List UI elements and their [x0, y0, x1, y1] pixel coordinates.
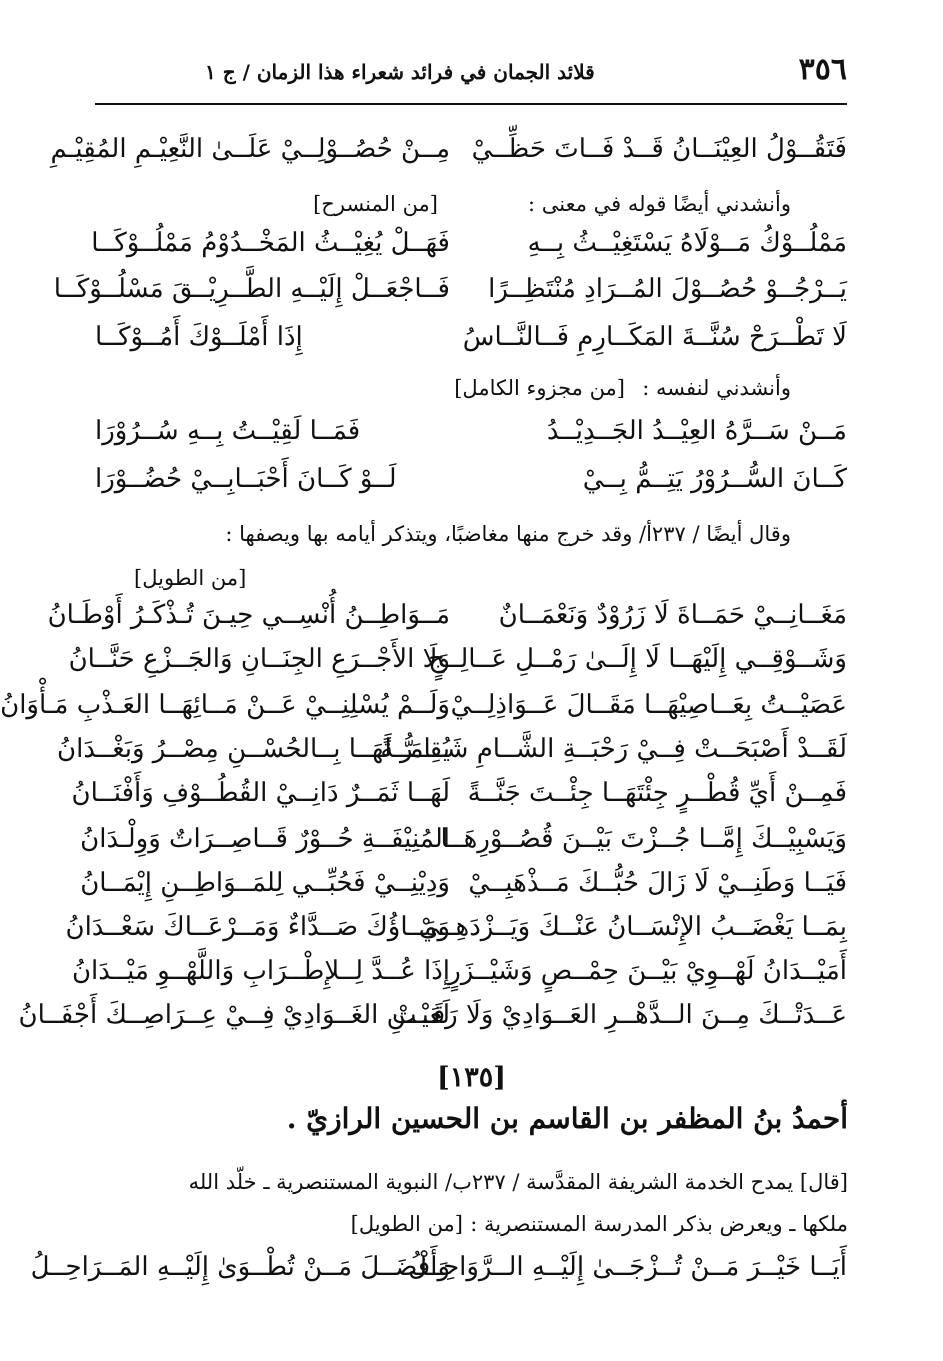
intro-text: وأنشدني لنفسه :: [642, 376, 791, 400]
verse-second-hemistich: وَلَــمْ يُسْلِنِــيْ عَــنْ مَــائِهَــا العَـذْبِ مَـأْوَانُ: [0, 690, 450, 720]
verse-line: [30, 1246, 847, 1288]
verse-line: [47, 594, 847, 636]
verse-line: [80, 818, 847, 860]
verse-first-hemistich: مَغَــانِــيْ حَمَــاةَ لَا زَرُوْدٌ وَنَعْمَــانٌ: [498, 600, 847, 630]
meter-label: [من المنسرح]: [313, 192, 438, 216]
intro-text-line2: ملكها ـ ويعرض بذكر المدرسة المستنصرية :: [470, 1212, 848, 1236]
verse-second-hemistich: مَــوَاطِــنُ أُنْسِــي حِيـنَ تُـذْكَـرُ أَوْطَـانُ: [47, 600, 450, 630]
verse-first-hemistich: عَــدَتْــكَ مِــنَ الــدَّهْــرِ العَــوَادِيْ وَلَا رَقَــتْ: [391, 1000, 847, 1030]
verse-line: [95, 458, 847, 500]
verse-first-hemistich: فَيَــا وَطَنِــيْ لَا زَالَ حُبُّــكَ مَــذْهَبِــيْ: [468, 868, 847, 898]
verse-line: [91, 222, 847, 264]
intro-text: وقال أيضًا / ٢٣٧أ/ وقد خرج منها مغاضبًا، ويتذكر أيامه بها ويصفها :: [225, 522, 791, 546]
verse-line: [0, 684, 847, 726]
verse-line: [95, 316, 847, 358]
verse-second-hemistich: وَأَفْضَــلَ مَــنْ تُطْــوَىٰ إِلَيْــهِ المَــرَاحِــلُ: [30, 1252, 450, 1282]
verse-first-hemistich: فَتَقُــوْلُ العِيْنَــانُ قَــدْ فَــاتَ حَظِّــيْ: [471, 134, 847, 164]
verse-first-hemistich: لَا تَطْــرَحْ سُنَّــةَ المَكَــارِمِ فَــالنَّــاسُ: [462, 322, 847, 352]
poet-name: أحمدُ بنُ المظفر بن القاسم بن الحسين الرازيّ .: [286, 1102, 848, 1135]
verse-line: [68, 638, 847, 680]
verse-second-hemistich: فَهَــلْ يُغِيْــثُ المَخْــدُوْمُ مَمْلُــوْكَــا: [91, 228, 450, 258]
verse-line: [71, 772, 847, 814]
meter-label: [من الطويل]: [134, 566, 247, 590]
verse-second-hemistich: فَــاجْعَــلْ إِلَيْــهِ الطَّــرِيْــقَ مَسْلُــوْكَــا: [53, 274, 450, 304]
verse-second-hemistich: إِذَا عُــدَّ لِــلإِطْــرَابِ وَاللَّهْــوِ مَيْــدَانُ: [71, 956, 450, 986]
verse-first-hemistich: مَــنْ سَــرَّهُ العِيْــدُ الجَــدِيْــدُ: [546, 416, 847, 446]
entry-number: [١٣٥]: [436, 1062, 507, 1093]
meter-label: [من الطويل]: [350, 1212, 463, 1236]
verse-first-hemistich: عَصَيْــتُ بِعَــاصِيْهَــا مَقَــالَ عَــوَاذِلِــيْ: [450, 690, 847, 720]
page-number: ٣٥٦: [798, 52, 847, 87]
verse-second-hemistich: يُقِــرُّ لَهَــا بِــالحُسْــنِ مِصْــرُ وَبَغْــدَانُ: [57, 734, 450, 764]
verse-first-hemistich: وَيَسْبِيْــكَ إِمَّــا جُــزْتَ بَيْــنَ قُصُــوْرِهَــا: [440, 824, 847, 854]
verse-first-hemistich: لَقَــدْ أَصْبَحَــتْ فِــيْ رَحْبَــةِ الشَّــامِ شَــامَــةً: [380, 734, 847, 764]
verse-second-hemistich: فَمَــا لَقِيْــتُ بِــهِ سُــرُوْرَا: [95, 416, 361, 446]
verse-first-hemistich: يَــرْجُــوْ حُصُــوْلَ المُــرَادِ مُنْتَظِــرًا: [488, 274, 847, 304]
verse-line: [71, 950, 847, 992]
verse-first-hemistich: فَمِــنْ أَيِّ قُطْــرٍ جِئْتَهَــا جِئْــتَ جَنَّــةً: [467, 778, 847, 808]
verse-line: [18, 994, 847, 1036]
verse-second-hemistich: إِذَا أَمْلَــوْكَ أَمُــوْكَــا: [95, 322, 303, 352]
header-rule: [95, 103, 847, 105]
verse-line: [80, 862, 847, 904]
intro-text-line1: [قال] يمدح الخدمة الشريفة المقدَّسة / ٢٣٧ب/ النبوية المستنصرية ـ خلّد الله: [188, 1170, 848, 1194]
running-title: قلائد الجمان في فرائد شعراء هذا الزمان / ج ١: [205, 60, 595, 84]
verse-second-hemistich: لَعَيْــنِ الغَــوَادِيْ فِــيْ عِــرَاصِــكَ أَجْفَــانُ: [18, 1000, 450, 1030]
verse-second-hemistich: لَــوْ كَــانَ أَحْبَــابِــيْ حُضُــوْرَا: [95, 464, 397, 494]
verse-line: [65, 906, 847, 948]
verse-first-hemistich: مَمْلُــوْكُ مَــوْلَاهُ يَسْتَغِيْــثُ بِــهِ: [527, 228, 847, 258]
verse-second-hemistich: وَدِيْنِــيْ فَحُبِّــي لِلمَــوَاطِــنِ إِيْمَــانُ: [80, 868, 450, 898]
verse-line: [57, 728, 847, 770]
verse-second-hemistich: المُنِيْفَــةِ حُــوْرٌ قَــاصِــرَاتٌ وَوِلْـدَانُ: [80, 824, 450, 854]
verse-first-hemistich: وَشَــوْقِــي إِلَيْهَــا لَا إِلَــىٰ رَمْــلِ عَــالِــجٍ: [428, 644, 847, 674]
verse-second-hemistich: مِــنْ حُصُــوْلِــيْ عَلَــىٰ النَّعِيْـمِ المُقِيْـمِ: [50, 134, 450, 164]
verse-line: [50, 128, 847, 170]
verse-first-hemistich: أَمَيْــدَانُ لَهْــوِيْ بَيْــنَ حِمْــصٍ وَشَيْــزَرٍ: [448, 956, 847, 986]
verse-second-hemistich: وَلَا الأَجْــرَعِ الجِنَــانِ وَالجَــزْعِ حَنَّــانُ: [68, 644, 450, 674]
verse-line: [95, 410, 847, 452]
meter-label: [من مجزوء الكامل]: [454, 376, 625, 400]
page-header: [95, 52, 847, 92]
verse-first-hemistich: كَــانَ السُّــرُوْرُ يَتِــمُّ بِــيْ: [582, 464, 847, 494]
intro-text: وأنشدني أيضًا قوله في معنى :: [528, 192, 791, 216]
verse-second-hemistich: وَمَــاؤُكَ صَــدَّاءٌ وَمَــرْعَــاكَ سَعْــدَانُ: [65, 912, 450, 942]
verse-second-hemistich: لَهَــا ثَمَــرٌ دَانِــيْ القُطُــوْفِ وَأَفْنَــانُ: [71, 778, 450, 808]
verse-line: [53, 268, 847, 310]
verse-first-hemistich: أَيَــا خَيْــرَ مَــنْ تُــزْجَــىٰ إِلَيْــهِ الــرَّوَاحِــلُ: [408, 1252, 847, 1282]
verse-first-hemistich: بِمَــا يَغْضَــبُ الإِنْسَــانُ عَنْــكَ وَيَــزْدَهِــيْ: [418, 912, 847, 942]
